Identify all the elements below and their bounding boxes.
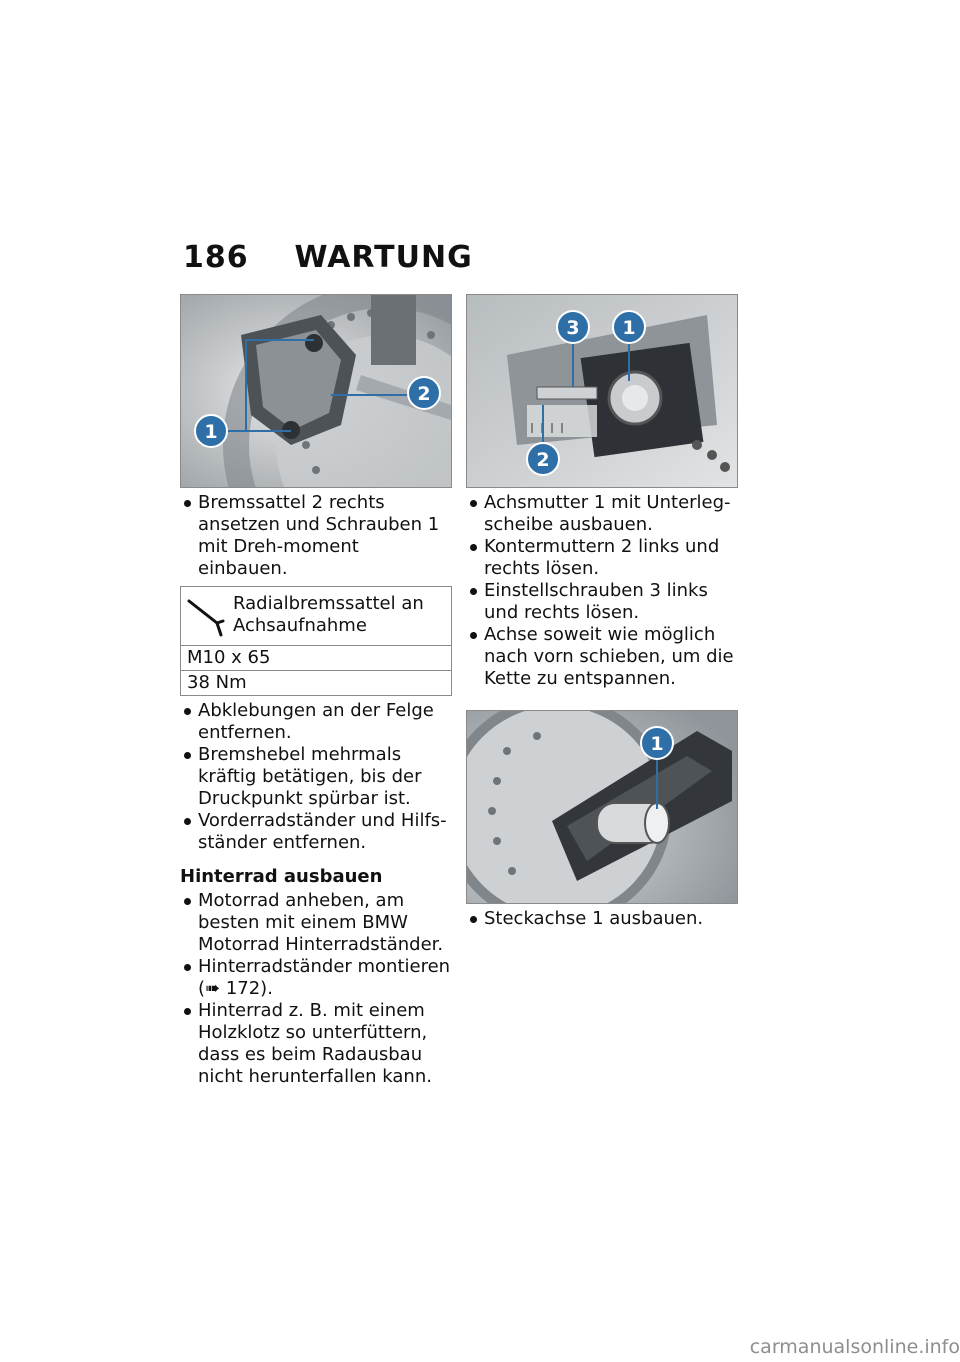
page-title: WARTUNG (294, 240, 473, 275)
callout-1: 1 (650, 733, 664, 755)
list-item: Hinterradständer montieren (➠ 172). (180, 956, 452, 1000)
bullet-icon (184, 708, 191, 715)
list-item: Motorrad anheben, am besten mit einem BMW Motorrad Hinterradständer. (180, 890, 452, 956)
bullet-icon (184, 818, 191, 825)
callout-3: 3 (566, 317, 580, 339)
torque-wrench-icon (187, 595, 227, 639)
list-item: Achsmutter 1 mit Unterleg-scheibe ausbauen. (466, 492, 738, 536)
spec-title: Radialbremssattel an Achsaufnahme (233, 593, 424, 636)
list-item: Achse soweit wie möglich nach vorn schieben, um die Kette zu entspannen. (466, 624, 738, 690)
step-list-finish (180, 700, 452, 854)
list-item: Kontermuttern 2 links und rechts lösen. (466, 536, 738, 580)
bullet-icon (470, 500, 477, 507)
spec-size: M10 x 65 (181, 646, 451, 671)
list-item: Steckachse 1 ausbauen. (466, 908, 738, 930)
step-list-caliper (180, 492, 452, 580)
right-column (466, 294, 738, 930)
section-heading: Hinterrad ausbauen (180, 866, 383, 887)
watermark: carmanualsonline.info (749, 1336, 960, 1358)
page-header (183, 240, 473, 275)
figure-brake-caliper (180, 294, 452, 488)
step-list-thru-axle (466, 908, 738, 930)
list-item: Abklebungen an der Felge entfernen. (180, 700, 452, 744)
bullet-icon (470, 916, 477, 923)
bullet-icon (470, 588, 477, 595)
axle-nut-illustration (467, 295, 737, 487)
list-item: Vorderradständer und Hilfs-ständer entfernen. (180, 810, 452, 854)
bullet-icon (184, 500, 191, 507)
page-number: 186 (183, 240, 249, 275)
callout-2: 2 (536, 449, 550, 471)
list-item: Bremssattel 2 rechts ansetzen und Schrauben 1 mit Dreh-moment einbauen. (180, 492, 452, 580)
figure-axle-nut (466, 294, 738, 488)
thru-axle-illustration (467, 711, 737, 903)
step-list-rear-wheel (180, 890, 452, 1088)
bullet-icon (470, 544, 477, 551)
figure-thru-axle (466, 710, 738, 904)
callout-1: 1 (204, 421, 218, 443)
torque-spec-table (180, 586, 452, 696)
bullet-icon (184, 1008, 191, 1015)
bullet-icon (184, 752, 191, 759)
list-item: Bremshebel mehrmals kräftig betätigen, bis der Druckpunkt spürbar ist. (180, 744, 452, 810)
bullet-icon (184, 964, 191, 971)
spec-torque: 38 Nm (187, 672, 247, 693)
left-column (180, 294, 452, 1088)
step-list-axle (466, 492, 738, 690)
bullet-icon (184, 898, 191, 905)
bullet-icon (470, 632, 477, 639)
list-item: Hinterrad z. B. mit einem Holzklotz so unterfüttern, dass es beim Radausbau nicht herunterfallen kann. (180, 1000, 452, 1088)
callout-2: 2 (417, 383, 431, 405)
spec-header (181, 587, 451, 646)
brake-caliper-illustration (181, 295, 451, 487)
callout-1: 1 (622, 317, 636, 339)
list-item: Einstellschrauben 3 links und rechts lösen. (466, 580, 738, 624)
